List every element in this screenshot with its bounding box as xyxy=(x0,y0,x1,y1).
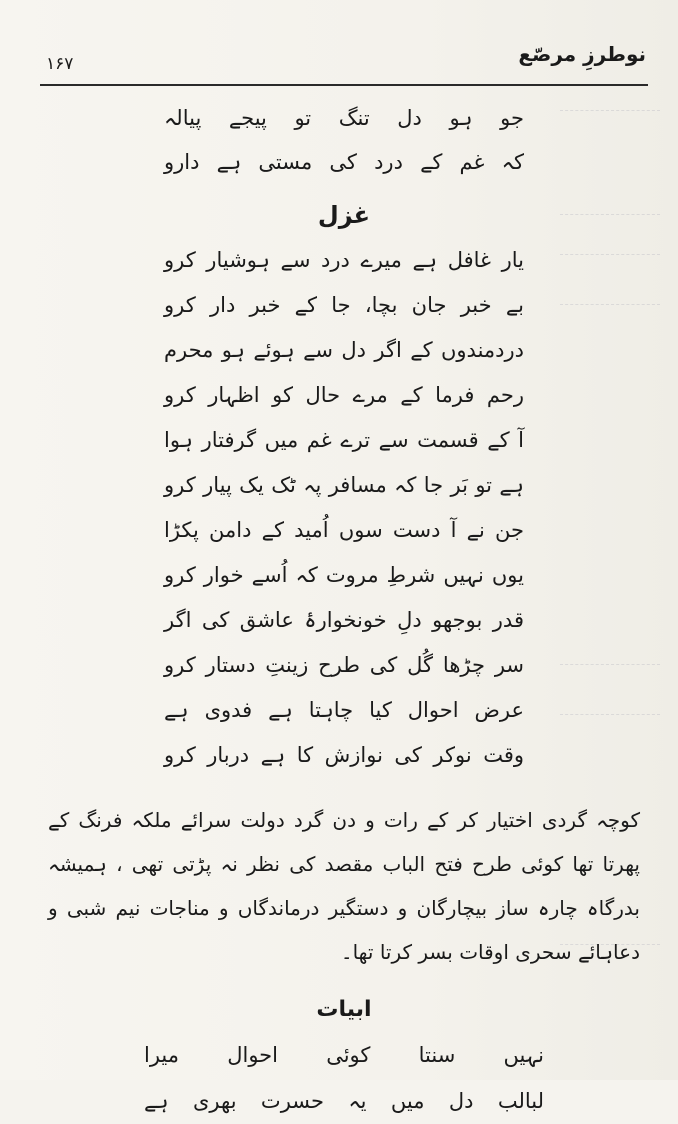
verse-line: یار غافل ہے میرے درد سے ہوشیار کرو xyxy=(164,248,524,272)
verse-line: جو ہو دل تنگ تو پیجے پیالہ xyxy=(164,106,524,130)
verse-line: قدر بوجھو دلِ خونخوارۂ عاشق کی اگر xyxy=(164,608,524,632)
verse-line: بے خبر جان بچا، جا کے خبر دار کرو xyxy=(164,293,524,317)
verse-line: ہے تو بَر جا کہ مسافر پہ ٹک یک پیار کرو xyxy=(164,473,524,497)
page-content xyxy=(40,96,648,1124)
page-number: ۱۶۷ xyxy=(46,54,74,74)
verse-line: وقت نوکر کی نوازش کا ہے دربار کرو xyxy=(164,743,524,767)
ghazal-title: غزل xyxy=(317,201,371,229)
ghazal-verses xyxy=(40,238,648,778)
verse-line: دردمندوں کے اگر دل سے ہوئے ہو محرم xyxy=(164,338,524,362)
verse-line: سر چڑھا گُل کی طرح زینتِ دستار کرو xyxy=(164,653,524,677)
opening-couplet xyxy=(40,96,648,184)
page-header xyxy=(40,38,648,86)
prose-paragraph: کوچہ گردی اختیار کر کے رات و دن گرد دولت سرائے ملکہ فرنگ کے پھرتا تھا کوئی طرح فتح الباب مقصد کی نظر نہ پڑتی تھی ، ہمیشہ بدرگاہ چارہ ساز بیچارگان و دستگیر درماندگاں و مناجات نیم شبی و دعاہائے سحری اوقات بسر کرتا تھا۔ xyxy=(48,808,640,964)
running-title: نوطرزِ مرصّع xyxy=(518,42,646,66)
verse-line: کہ غم کے درد کی مستی ہے دارو xyxy=(164,150,524,174)
verse-line: لبالب دل میں یہ حسرت بھری ہے xyxy=(144,1089,544,1113)
verse-line: جن نے آ دست سوں اُمید کے دامن پکڑا xyxy=(164,518,524,542)
verse-line: یوں نہیں شرطِ مروت کہ اُسے خوار کرو xyxy=(164,563,524,587)
verse-line: عرض احوال کیا چاہتا ہے فدوی ہے xyxy=(164,698,524,722)
verse-line: رحم فرما کے مرے حال کو اظہار کرو xyxy=(164,383,524,407)
verse-line: نہیں سنتا کوئی احوال میرا xyxy=(144,1043,544,1067)
abyat-title: ابیات xyxy=(316,997,372,1022)
verse-line: آ کے قسمت سے ترے غم میں گرفتار ہوا xyxy=(164,428,524,452)
abyat-verses xyxy=(40,1032,648,1124)
